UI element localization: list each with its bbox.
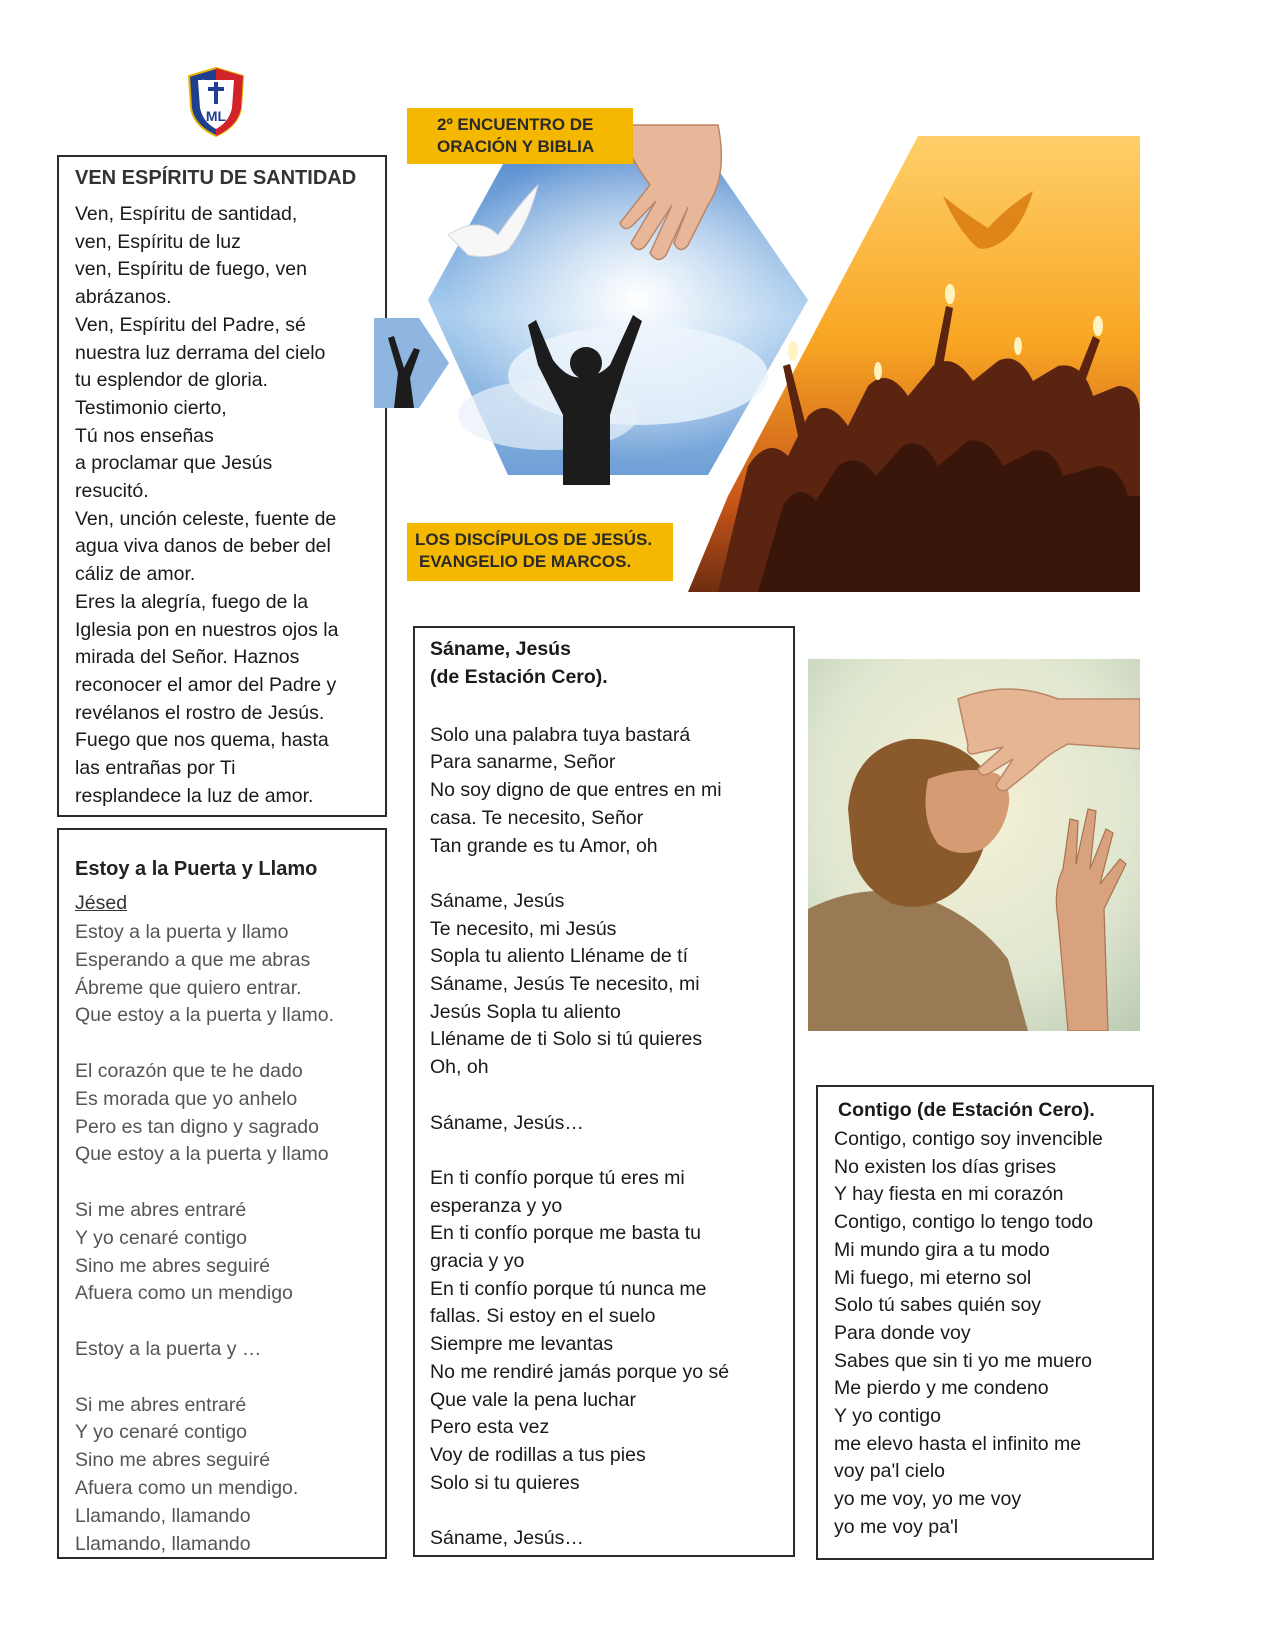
- lyric-line: Sáname, Jesús…: [430, 1527, 584, 1550]
- song-contigo-box: [816, 1085, 1154, 1560]
- song-estoy-puerta-lyrics: [75, 919, 334, 1558]
- lyric-line: Si me abres entraré: [75, 1198, 247, 1221]
- lyric-line: En ti confío porque tú eres mi: [430, 1166, 685, 1189]
- lyric-line: Y yo cenaré contigo: [75, 1226, 248, 1249]
- lyric-line: Voy de rodillas a tus pies: [430, 1443, 646, 1466]
- lyric-line: gracia y yo: [430, 1250, 525, 1272]
- lyric-line: revélanos el rostro de Jesús.: [75, 701, 325, 724]
- lyric-line: las entrañas por Ti: [75, 757, 236, 780]
- lyric-line: Tan grande es tu Amor, oh: [430, 834, 658, 857]
- lyric-line: Sabes que sin ti yo me muero: [834, 1349, 1092, 1372]
- lyric-line: En ti confío porque me basta tu: [430, 1222, 702, 1245]
- lyric-line: resucitó.: [75, 480, 149, 503]
- lyric-line: El corazón que te he dado: [75, 1059, 303, 1082]
- lyric-line: Siempre me levantas: [430, 1333, 614, 1356]
- lyric-line: resplandece la luz de amor.: [75, 784, 314, 807]
- song-saname-title: Sáname, Jesús: [430, 638, 571, 660]
- school-logo: [186, 66, 246, 138]
- lyric-line: Fuego que nos quema, hasta: [75, 729, 329, 752]
- lyric-line: Sáname, Jesús…: [430, 1111, 584, 1134]
- event-title-banner: [407, 108, 633, 164]
- lyric-line: Jesús Sopla tu aliento: [430, 1000, 621, 1023]
- lyric-line: Iglesia pon en nuestros ojos la: [75, 618, 339, 641]
- song-saname-lyrics: [430, 694, 729, 1553]
- lyric-line: No me rendiré jamás porque yo sé: [430, 1360, 730, 1383]
- lyric-line: En ti confío porque tú nunca me: [430, 1277, 707, 1300]
- song-estoy-puerta-author: Jésed: [75, 892, 128, 914]
- song-saname-box: [413, 626, 795, 1557]
- lyric-line: [75, 1364, 334, 1392]
- lyric-line: Sáname, Jesús: [430, 889, 565, 912]
- lyric-line: [75, 1169, 334, 1197]
- lyric-line: Mi fuego, mi eterno sol: [834, 1266, 1032, 1289]
- song-saname-subtitle: (de Estación Cero).: [430, 666, 608, 688]
- lyric-line: Me pierdo y me condeno: [834, 1377, 1049, 1400]
- song-contigo-lyrics: [834, 1126, 1103, 1542]
- lyric-line: Contigo, contigo soy invencible: [834, 1128, 1103, 1150]
- lyric-line: ven, Espíritu de fuego, ven: [75, 258, 307, 281]
- lyric-line: reconocer el amor del Padre y: [75, 673, 337, 696]
- lyric-line: Testimonio cierto,: [75, 396, 227, 419]
- song-ven-espiritu-lyrics: [75, 201, 338, 810]
- lyric-line: cáliz de amor.: [75, 563, 196, 586]
- lyric-line: Que estoy a la puerta y llamo: [75, 1143, 329, 1166]
- lyric-line: [75, 1030, 334, 1058]
- lyric-line: Ábreme que quiero entrar.: [75, 976, 302, 999]
- song-contigo-title: Contigo (de Estación Cero).: [838, 1099, 1095, 1121]
- lyric-line: Tú nos enseñas: [75, 424, 214, 447]
- lyric-line: [430, 1137, 729, 1165]
- lyric-line: voy pa'l cielo: [834, 1460, 946, 1483]
- lyric-line: Afuera como un mendigo: [75, 1282, 293, 1305]
- lyric-line: casa. Te necesito, Señor: [430, 806, 644, 829]
- lyric-line: a proclamar que Jesús: [75, 452, 273, 475]
- lyric-line: Pero esta vez: [430, 1416, 550, 1439]
- lyric-line: me elevo hasta el infinito me: [834, 1432, 1082, 1455]
- lyric-line: Para sanarme, Señor: [430, 751, 616, 774]
- lyric-line: Llamando, llamando: [75, 1532, 251, 1555]
- side-illustration-hands: [374, 318, 454, 408]
- lyric-line: nuestra luz derrama del cielo: [75, 341, 326, 364]
- lyric-line: Lléname de ti Solo si tú quieres: [430, 1028, 703, 1051]
- lyric-line: [430, 694, 729, 722]
- lyric-line: Si me abres entraré: [75, 1393, 247, 1416]
- lyric-line: Ven, unción celeste, fuente de: [75, 507, 337, 530]
- lyric-line: Afuera como un mendigo.: [75, 1476, 299, 1499]
- lyric-line: Y yo cenaré contigo: [75, 1421, 248, 1444]
- lyric-line: ven, Espíritu de luz: [75, 230, 241, 253]
- lyric-line: esperanza y yo: [430, 1194, 563, 1217]
- lyric-line: Sáname, Jesús Te necesito, mi: [430, 973, 700, 995]
- lyric-line: Estoy a la puerta y llamo: [75, 921, 289, 943]
- lyric-line: yo me voy pa'l: [834, 1515, 959, 1538]
- event-title-line1: 2º ENCUENTRO DE: [437, 115, 594, 134]
- song-ven-espiritu-box: [57, 155, 387, 817]
- lyric-line: Mi mundo gira a tu modo: [834, 1238, 1050, 1261]
- lyric-line: Solo una palabra tuya bastará: [430, 723, 691, 746]
- lyric-line: mirada del Señor. Haznos: [75, 646, 300, 669]
- lyric-line: Que vale la pena luchar: [430, 1388, 636, 1411]
- lyric-line: Oh, oh: [430, 1056, 489, 1079]
- lyric-line: Que estoy a la puerta y llamo.: [75, 1004, 335, 1027]
- lyric-line: Esperando a que me abras: [75, 948, 311, 971]
- svg-text:★: ★: [200, 79, 207, 86]
- lyric-line: Ven, Espíritu de santidad,: [75, 203, 298, 225]
- lyric-line: [430, 1082, 729, 1110]
- lyric-line: Estoy a la puerta y …: [75, 1337, 262, 1360]
- theme-banner: [407, 523, 673, 581]
- pentecost-illustration: [688, 136, 1140, 592]
- lyric-line: Contigo, contigo lo tengo todo: [834, 1211, 1094, 1234]
- theme-line2: EVANGELIO DE MARCOS.: [419, 552, 632, 571]
- lyric-line: Sino me abres seguiré: [75, 1449, 271, 1472]
- lyric-line: [430, 860, 729, 888]
- lyric-line: [430, 1497, 729, 1525]
- lyric-line: No existen los días grises: [834, 1155, 1057, 1178]
- event-title-line2: ORACIÓN Y BIBLIA: [437, 137, 595, 156]
- lyric-line: abrázanos.: [75, 286, 172, 309]
- svg-text:ML: ML: [205, 108, 227, 124]
- lyric-line: Y hay fiesta en mi corazón: [834, 1183, 1064, 1206]
- lyric-line: [75, 1308, 334, 1336]
- lyric-line: No soy digno de que entres en mi: [430, 779, 722, 802]
- lyric-line: Es morada que yo anhelo: [75, 1087, 298, 1110]
- lyric-line: Y yo contigo: [834, 1405, 941, 1428]
- lyric-line: Te necesito, mi Jesús: [430, 917, 617, 940]
- lyric-line: Sino me abres seguiré: [75, 1254, 271, 1277]
- lyric-line: Llamando, llamando: [75, 1504, 251, 1527]
- lyric-line: tu esplendor de gloria.: [75, 369, 268, 392]
- lyric-line: Solo si tu quieres: [430, 1471, 580, 1494]
- lyric-line: Pero es tan digno y sagrado: [75, 1115, 319, 1138]
- lyric-line: Para donde voy: [834, 1321, 971, 1344]
- lyric-line: yo me voy, yo me voy: [834, 1488, 1022, 1511]
- lyric-line: Ven, Espíritu del Padre, sé: [75, 313, 306, 336]
- lyric-line: fallas. Si estoy en el suelo: [430, 1305, 656, 1328]
- song-ven-espiritu-title: VEN ESPÍRITU DE SANTIDAD: [75, 167, 357, 189]
- lyric-line: agua viva danos de beber del: [75, 535, 331, 558]
- song-estoy-puerta-title: Estoy a la Puerta y Llamo: [75, 858, 318, 880]
- lyric-line: Solo tú sabes quién soy: [834, 1294, 1042, 1317]
- healing-illustration: [808, 659, 1140, 1031]
- theme-line1: LOS DISCÍPULOS DE JESÚS.: [415, 530, 653, 549]
- lyric-line: Eres la alegría, fuego de la: [75, 590, 309, 613]
- lyric-line: Sopla tu aliento Lléname de tí: [430, 945, 689, 968]
- song-estoy-puerta-box: [57, 828, 387, 1559]
